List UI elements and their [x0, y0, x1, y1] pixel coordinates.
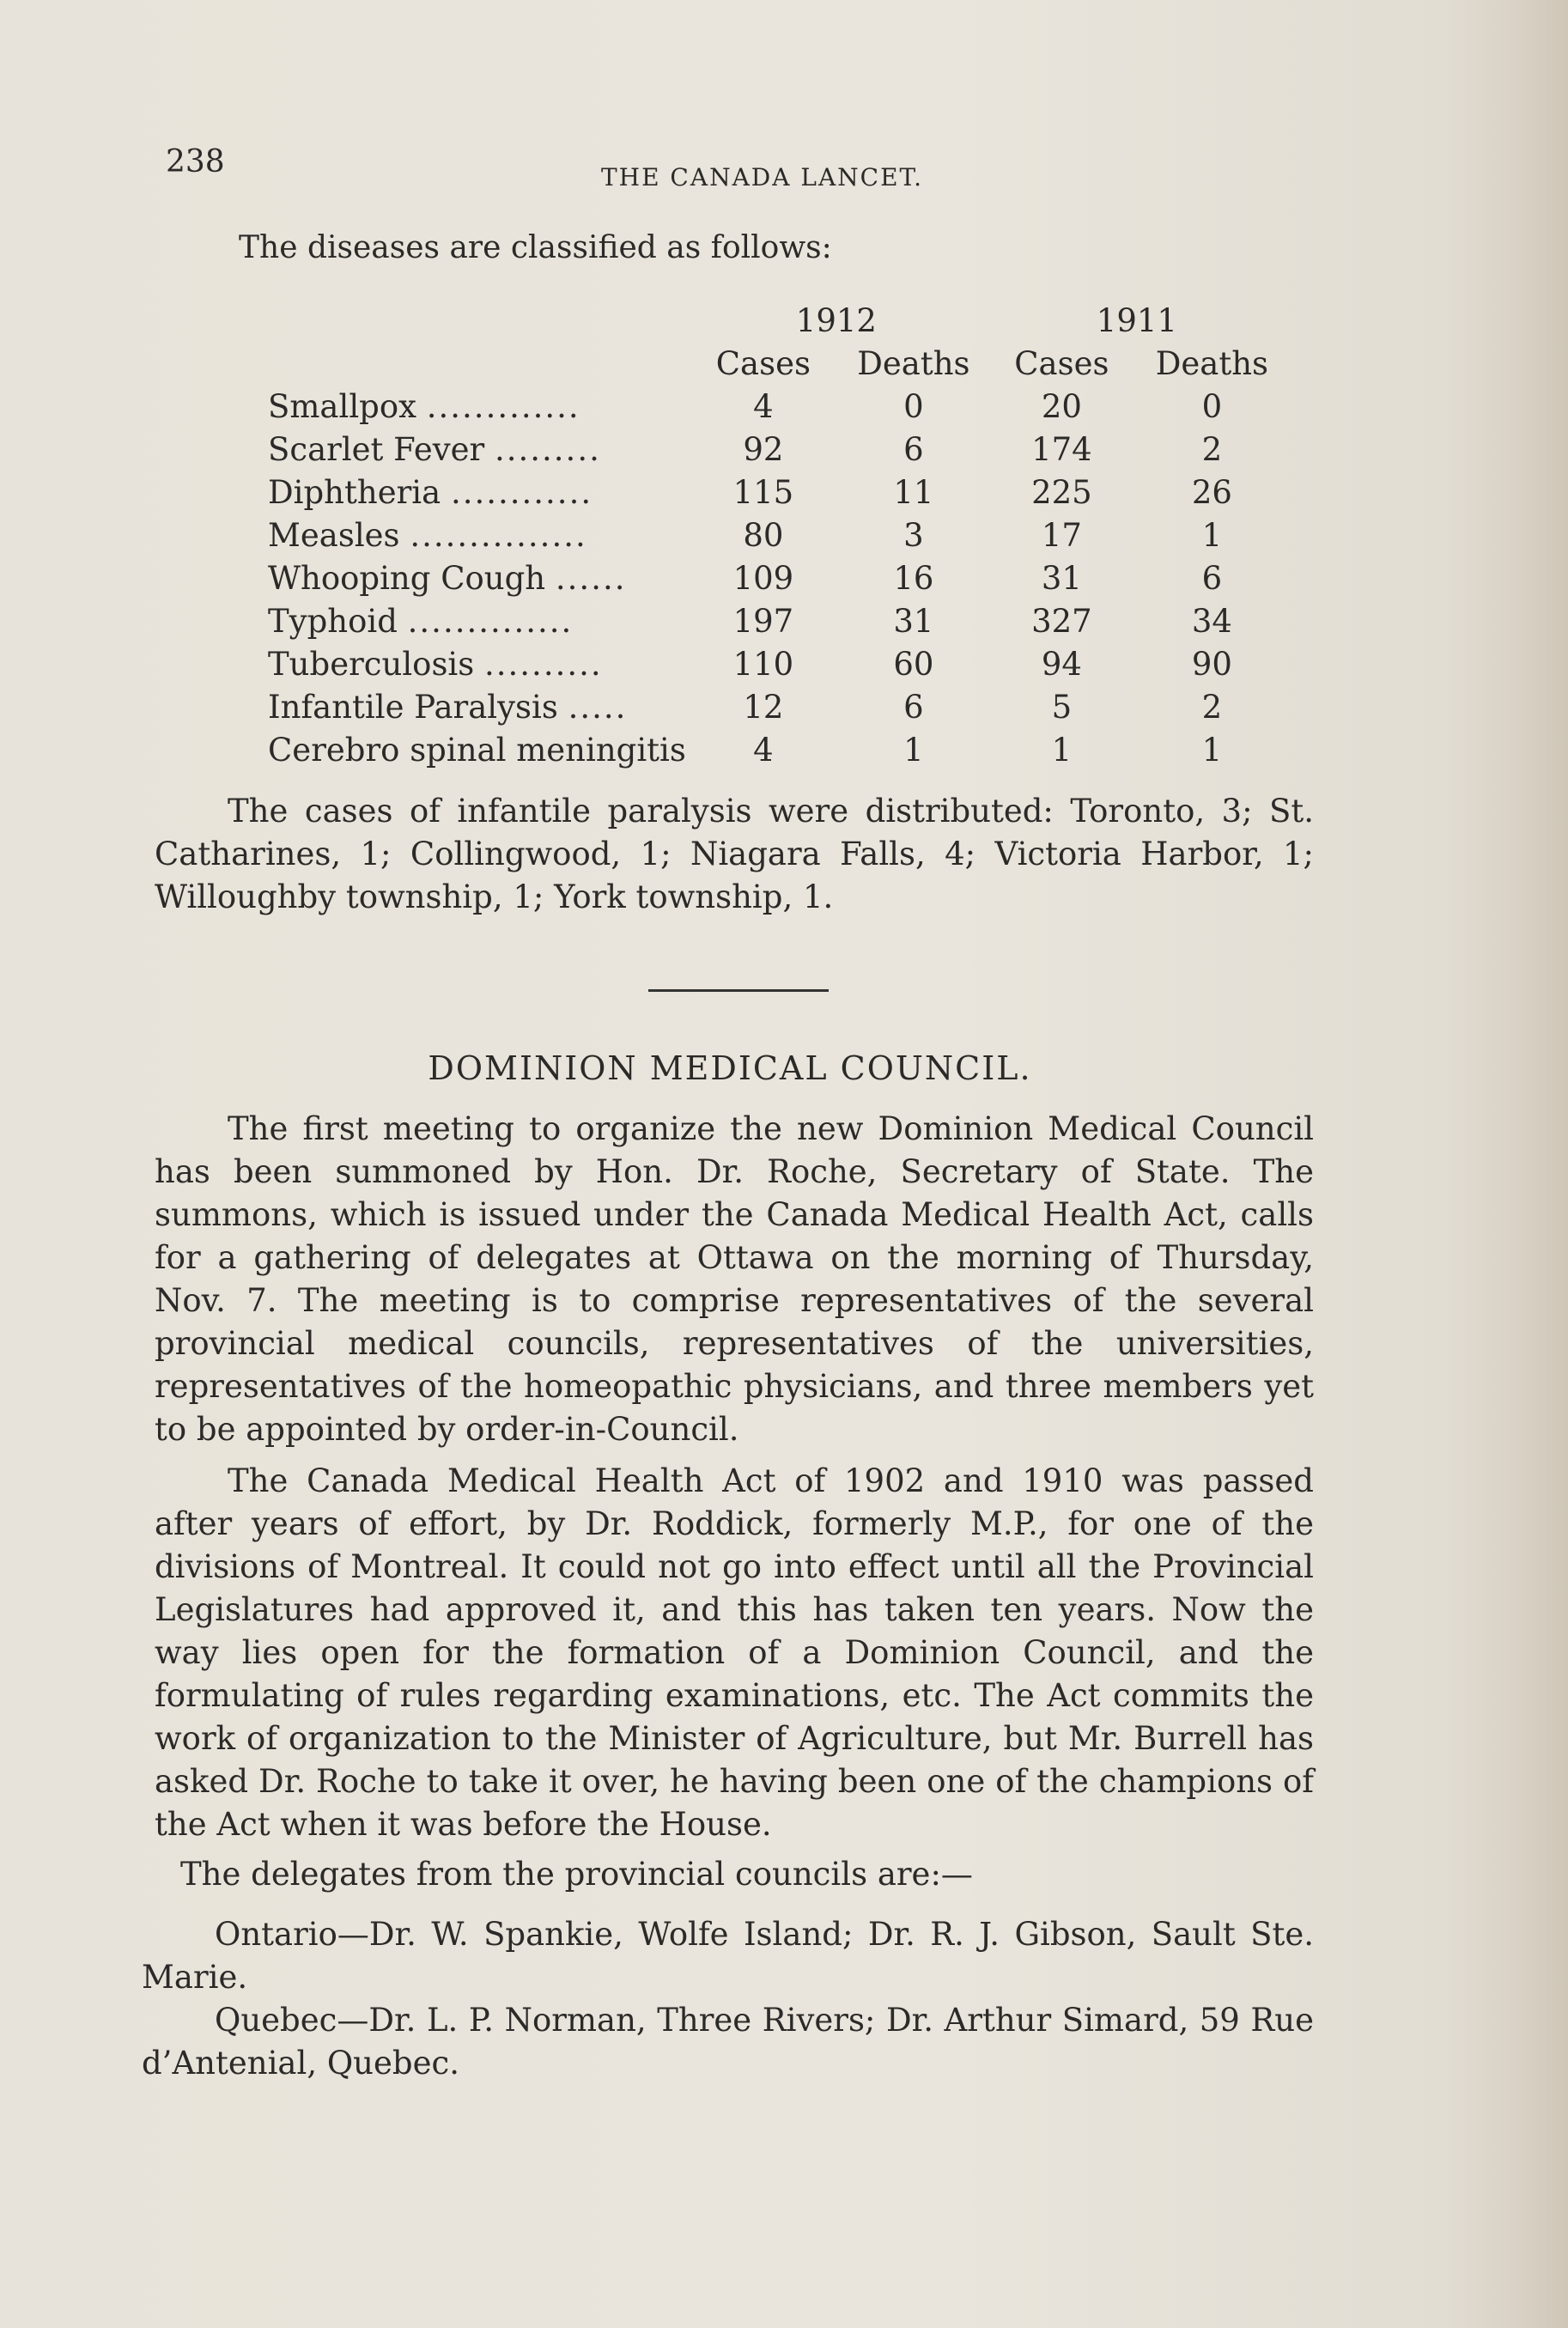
- deaths-1911: 2: [1201, 430, 1223, 468]
- table-row: [268, 556, 1287, 599]
- cases-1912: 4: [753, 387, 774, 425]
- col-deaths-1911: Deaths: [1155, 344, 1269, 382]
- disease-name: [268, 514, 686, 556]
- leader-dots: ..............: [407, 602, 574, 640]
- cases-1912: 4: [753, 731, 774, 769]
- year-header-row: [268, 299, 1287, 342]
- deaths-1911: 1: [1201, 731, 1223, 769]
- disease-name: [268, 385, 686, 428]
- disease-label: Scarlet Fever: [268, 430, 485, 468]
- cases-1912: 109: [732, 559, 794, 597]
- deaths-1912: 6: [903, 430, 924, 468]
- deaths-1911: 34: [1191, 602, 1232, 640]
- deaths-1911: 1: [1201, 516, 1223, 554]
- deaths-1912: 0: [903, 387, 924, 425]
- deaths-1912: 31: [893, 602, 934, 640]
- cases-1912: 115: [732, 473, 794, 511]
- leader-dots: ......: [555, 559, 627, 597]
- paragraph-3: The delegates from the provincial councils are:—: [180, 1856, 973, 1893]
- table-row: [268, 642, 1287, 685]
- disease-name: [268, 428, 686, 471]
- disease-name: [268, 642, 686, 685]
- disease-label: Tuberculosis: [268, 645, 475, 683]
- cases-1911: 17: [1041, 516, 1082, 554]
- deaths-1912: 11: [893, 473, 934, 511]
- disease-label: Measles: [268, 516, 400, 554]
- cases-1912: 110: [732, 645, 794, 683]
- deaths-1912: 1: [903, 731, 924, 769]
- deaths-1912: 6: [903, 688, 924, 726]
- table-intro: The diseases are classified as follows:: [239, 230, 832, 265]
- disease-label: Typhoid: [268, 602, 398, 640]
- paragraph-2: The Canada Medical Health Act of 1902 and 1910 was passed after years of effort, by Dr. Roddick, formerly M.P., for one of the divisions of Montreal. It could not go into effect until all the Provincial Legislatures had approved it, and this has taken ten years. Now the way lies open for the formation of a Dominion Council, and the formulating of rules regarding examinations, etc. The Act commits the work of organization to the Minister of Agriculture, but Mr. Burrell has asked Dr. Roche to take it over, he having been one of the champions of the Act when it was before the House.: [155, 1462, 1314, 1843]
- paralysis-distribution: The cases of infantile paralysis were distributed: Toronto, 3; St. Catharines, 1; Collingwood, 1; Niagara Falls, 4; Victoria Harbor, 1; Willoughby township, 1; York township, 1.: [155, 793, 1314, 915]
- disease-name: [268, 599, 686, 642]
- disease-label: Whooping Cough: [268, 559, 546, 597]
- deaths-1911: 26: [1191, 473, 1232, 511]
- leader-dots: ...............: [410, 516, 587, 554]
- deaths-1911: 2: [1201, 688, 1223, 726]
- cases-1911: 327: [1031, 602, 1092, 640]
- disease-label: Cerebro spinal meningitis: [268, 731, 686, 769]
- cases-1911: 1: [1051, 731, 1073, 769]
- delegates-ontario: Ontario—Dr. W. Spankie, Wolfe Island; Dr. R. J. Gibson, Sault Ste. Marie.: [142, 1916, 1314, 1996]
- table-row: [268, 385, 1287, 428]
- table-row: [268, 471, 1287, 514]
- disease-name: [268, 685, 686, 728]
- leader-dots: ..........: [484, 645, 603, 683]
- leader-dots: .............: [426, 387, 580, 425]
- table-row: [268, 685, 1287, 728]
- section-title: DOMINION MEDICAL COUNCIL.: [428, 1049, 1032, 1087]
- year-1911: 1911: [1096, 301, 1177, 339]
- cases-1911: 5: [1051, 688, 1073, 726]
- cases-1911: 225: [1031, 473, 1092, 511]
- section-divider: [648, 989, 829, 992]
- disease-label: Diphtheria: [268, 473, 441, 511]
- deaths-1912: 3: [903, 516, 924, 554]
- column-header-row: [268, 342, 1287, 385]
- cases-1911: 94: [1041, 645, 1082, 683]
- disease-table: [268, 299, 1287, 771]
- cases-1911: 31: [1041, 559, 1082, 597]
- cases-1911: 20: [1041, 387, 1082, 425]
- deaths-1911: 0: [1201, 387, 1223, 425]
- cases-1912: 92: [743, 430, 784, 468]
- deaths-1911: 90: [1191, 645, 1232, 683]
- table-row: [268, 599, 1287, 642]
- cases-1912: 197: [732, 602, 794, 640]
- deaths-1911: 6: [1201, 559, 1223, 597]
- leader-dots: .........: [494, 430, 601, 468]
- cases-1912: 12: [743, 688, 784, 726]
- cases-1911: 174: [1031, 430, 1092, 468]
- delegates-quebec: Quebec—Dr. L. P. Norman, Three Rivers; Dr. Arthur Simard, 59 Rue d’Antenial, Quebec.: [142, 2002, 1314, 2082]
- disease-name: [268, 471, 686, 514]
- deaths-1912: 60: [893, 645, 934, 683]
- running-title: THE CANADA LANCET.: [601, 163, 924, 191]
- disease-name: [268, 556, 686, 599]
- col-deaths-1912: Deaths: [857, 344, 970, 382]
- cases-1912: 80: [743, 516, 784, 554]
- leader-dots: .....: [568, 688, 628, 726]
- table-row: [268, 428, 1287, 471]
- paragraph-1: The first meeting to organize the new Dominion Medical Council has been summoned by Hon. Dr. Roche, Secretary of State. The summons, which is issued under the Canada Medical Health Act, calls for a gathering of delegates at Ottawa on the morning of Thursday, Nov. 7. The meeting is to comprise representatives of the several provincial medical councils, representatives of the universities, representatives of the homeopathic physicians, and three members yet to be appointed by order-in-Council.: [155, 1110, 1314, 1448]
- col-cases-1912: Cases: [715, 344, 811, 382]
- disease-name: [268, 728, 686, 771]
- page-number: 238: [166, 144, 225, 179]
- disease-label: Smallpox: [268, 387, 416, 425]
- table-row: [268, 514, 1287, 556]
- year-1912: 1912: [795, 301, 877, 339]
- deaths-1912: 16: [893, 559, 934, 597]
- table-row: [268, 728, 1287, 771]
- leader-dots: ............: [450, 473, 593, 511]
- col-cases-1911: Cases: [1014, 344, 1109, 382]
- disease-label: Infantile Paralysis: [268, 688, 558, 726]
